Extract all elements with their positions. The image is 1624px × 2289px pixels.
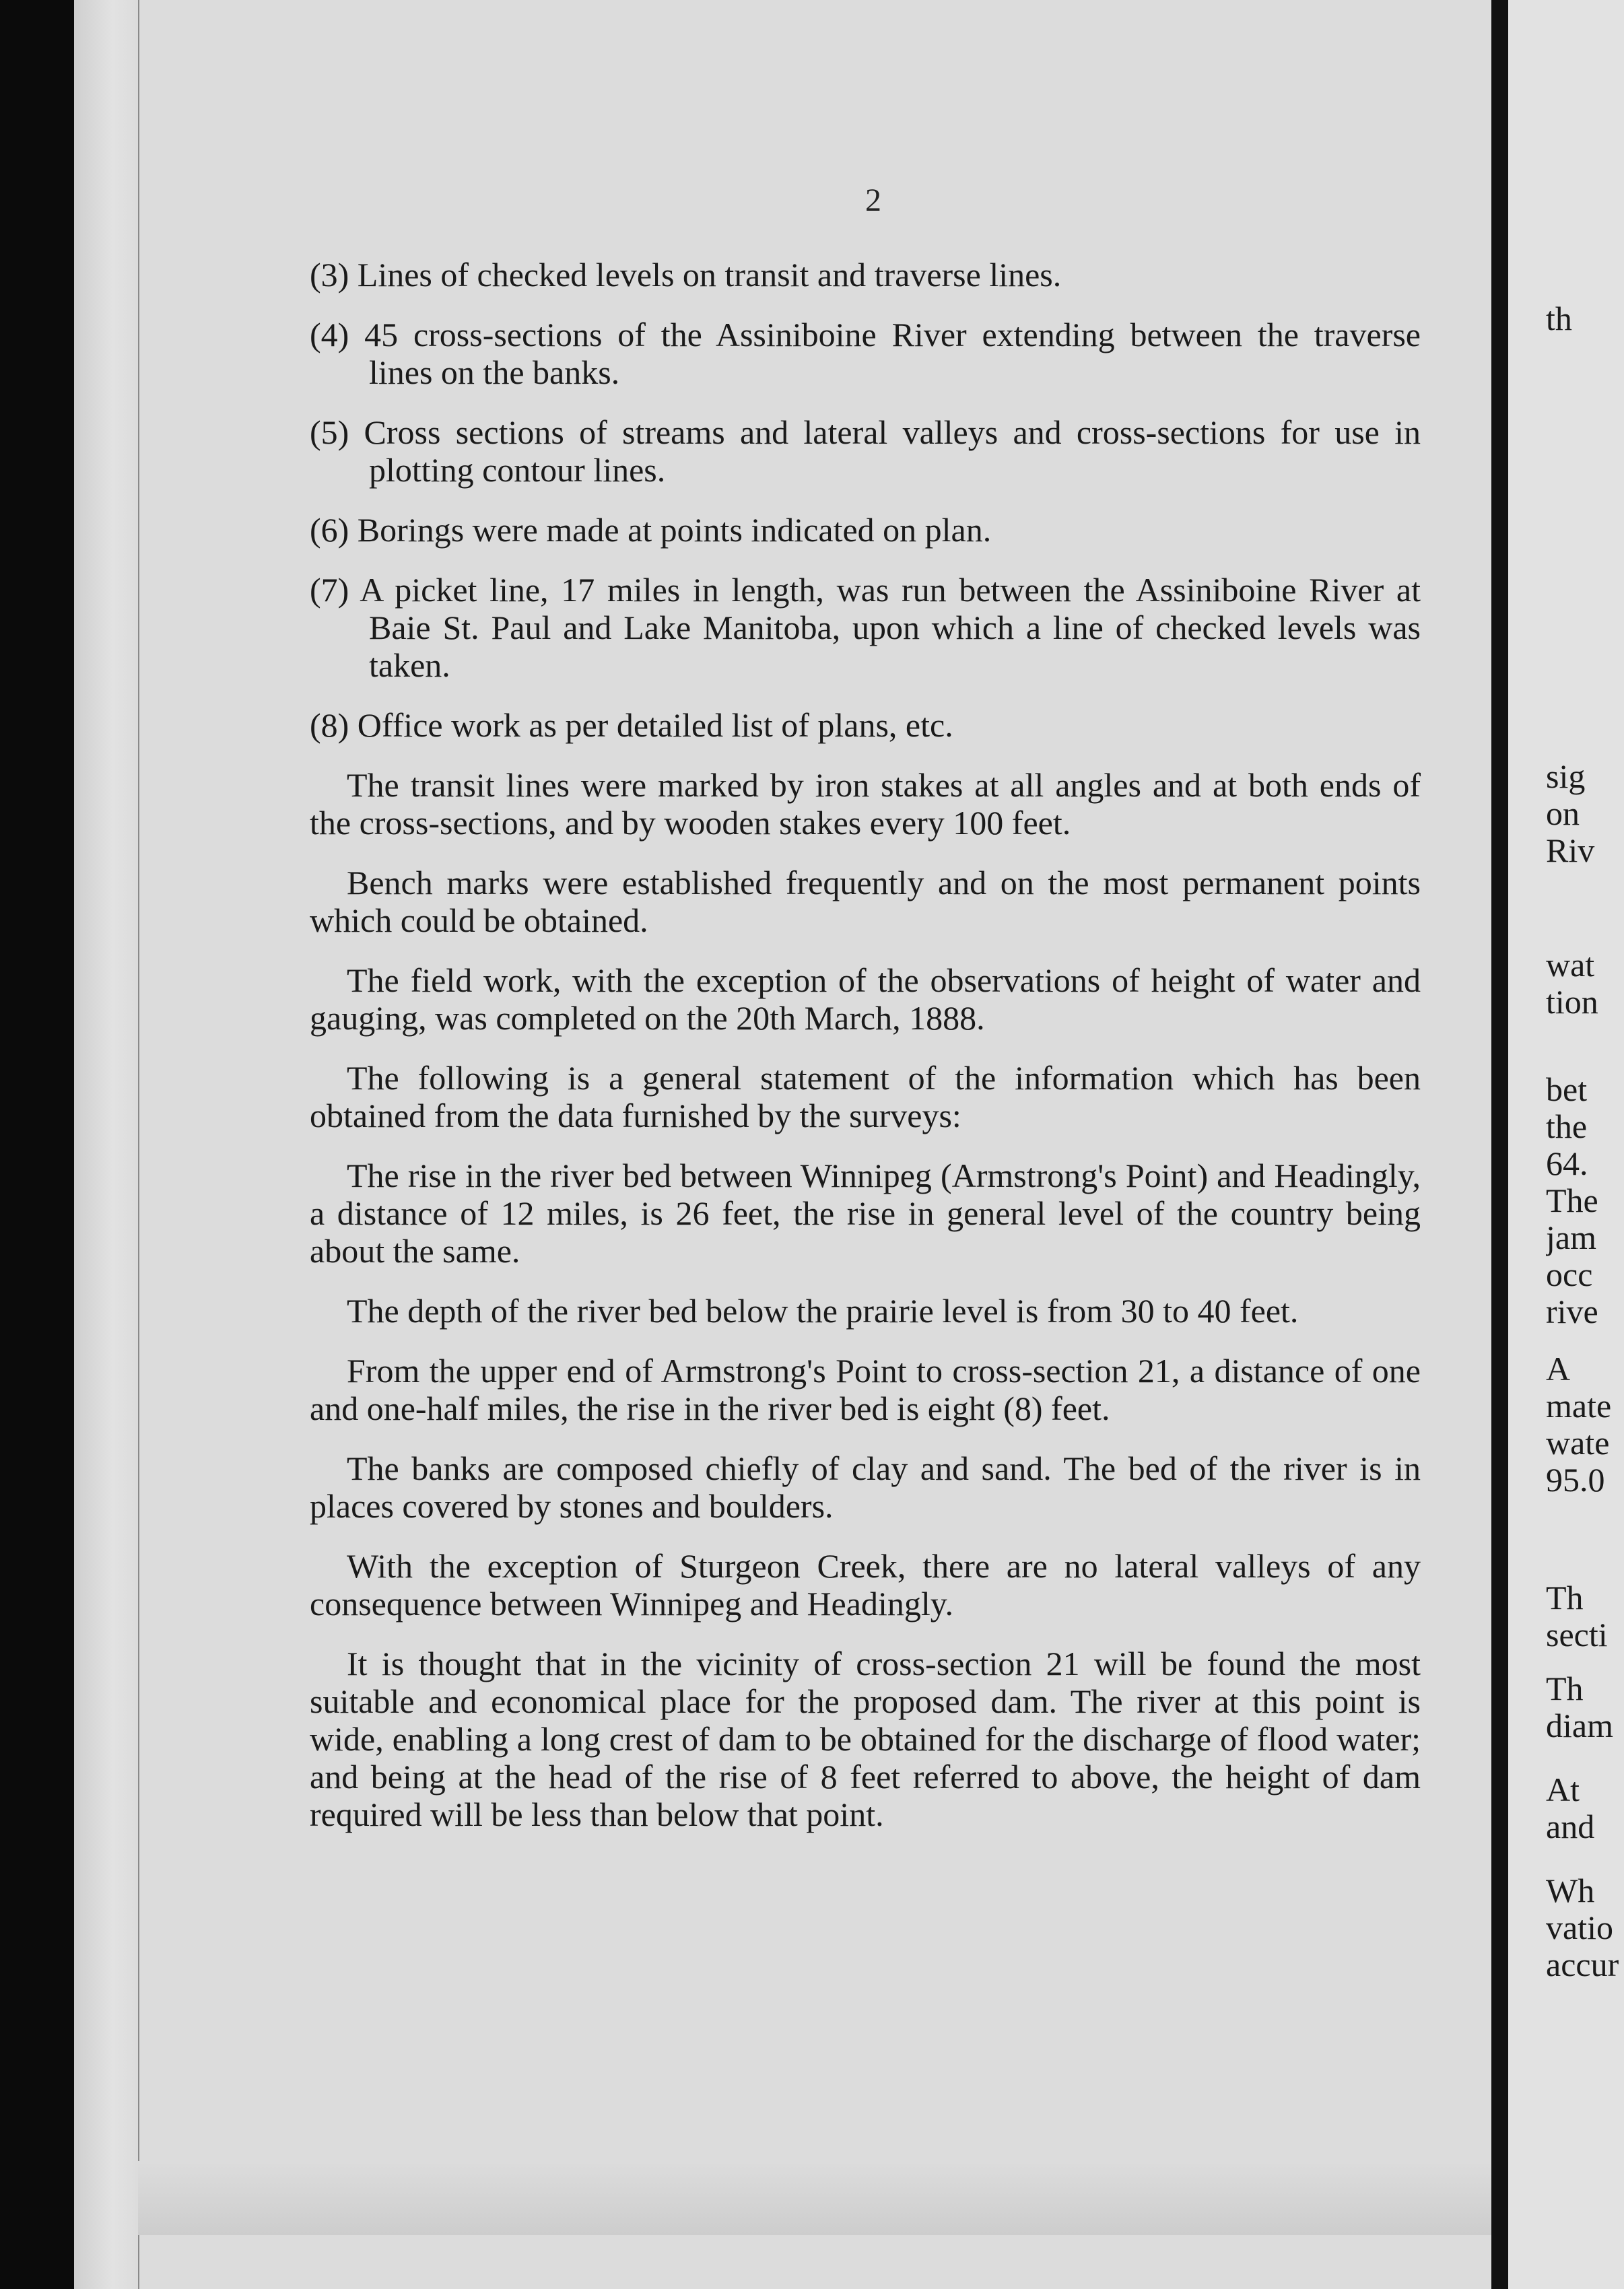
right-fragment: Wh [1546, 1872, 1595, 1909]
right-fragment: mate [1546, 1387, 1612, 1425]
list-item-7: (7) A picket line, 17 miles in length, was run between the Assiniboine River at Baie St. Paul and Lake Manitoba, upon which a line of checked levels was taken. [310, 571, 1421, 684]
right-page-text [1546, 0, 1624, 2289]
paragraph-armstrongs-point: From the upper end of Armstrong's Point to cross-section 21, a distance of one and one-half miles, the rise in the river bed is eight (8) feet. [310, 1352, 1421, 1427]
list-item-4: (4) 45 cross-sections of the Assiniboine River extending between the traverse lines on the banks. [310, 316, 1421, 391]
right-fragment: rive [1546, 1293, 1598, 1330]
paragraph-field-work: The field work, with the exception of the observations of height of water and gauging, was completed on the 20th March, 1888. [310, 961, 1421, 1037]
right-fragment: secti [1546, 1616, 1608, 1653]
paragraph-banks: The banks are composed chiefly of clay and sand. The bed of the river is in places covered by stones and boulders. [310, 1449, 1421, 1525]
page-number: 2 [865, 182, 881, 218]
paragraph-transit-lines: The transit lines were marked by iron stakes at all angles and at both ends of the cross-sections, and by wooden stakes every 100 feet. [310, 766, 1421, 842]
page-bottom-margin [138, 2161, 1498, 2235]
right-fragment: The [1546, 1182, 1598, 1219]
page-edge [74, 0, 139, 2289]
right-fragment: bet [1546, 1070, 1588, 1108]
paragraph-river-depth: The depth of the river bed below the prairie level is from 30 to 40 feet. [347, 1292, 1299, 1330]
right-fragment: A [1546, 1350, 1571, 1388]
left-page-body [310, 256, 1421, 1855]
right-fragment: occ [1546, 1256, 1593, 1293]
list-item-8: (8) Office work as per detailed list of plans, etc. [310, 706, 953, 744]
paragraph-proposed-dam: It is thought that in the vicinity of cross-section 21 will be found the most suitable and economical place for the proposed dam. The river at this point is wide, enabling a long crest of dam to be obtained for the discharge of flood water; and being at the head of the rise of 8 feet referred to above, the height of dam required will be less than below that point. [310, 1645, 1421, 1833]
right-fragment: Th [1546, 1670, 1584, 1707]
right-fragment: the [1546, 1107, 1588, 1145]
right-fragment: sig [1546, 757, 1586, 795]
right-fragment: vatio [1546, 1909, 1613, 1946]
paragraph-river-rise: The rise in the river bed between Winnipeg (Armstrong's Point) and Headingly, a distance of 12 miles, is 26 feet, the rise in general level of the country being about the same. [310, 1157, 1421, 1270]
right-fragment: Riv [1546, 831, 1595, 869]
list-item-5: (5) Cross sections of streams and lateral valleys and cross-sections for use in plotting contour lines. [310, 413, 1421, 489]
right-fragment: and [1546, 1808, 1595, 1845]
right-fragment: 95.0 [1546, 1461, 1605, 1499]
right-fragment: tion [1546, 983, 1598, 1021]
right-fragment: wate [1546, 1424, 1610, 1462]
right-fragment: accur [1546, 1946, 1619, 1983]
right-fragment: wat [1546, 946, 1595, 984]
right-fragment: At [1546, 1771, 1580, 1808]
paragraph-bench-marks: Bench marks were established frequently and on the most permanent points which could be obtained. [310, 864, 1421, 939]
right-fragment: jam [1546, 1219, 1596, 1256]
paragraph-general-statement: The following is a general statement of the information which has been obtained from the data furnished by the surveys: [310, 1059, 1421, 1134]
list-item-6: (6) Borings were made at points indicated on plan. [310, 511, 992, 549]
right-fragment: th [1546, 300, 1572, 337]
right-fragment: diam [1546, 1707, 1613, 1744]
book-gutter [1491, 0, 1508, 2289]
right-fragment: on [1546, 794, 1580, 832]
list-item-3: (3) Lines of checked levels on transit and traverse lines. [310, 256, 1062, 294]
right-fragment: Th [1546, 1579, 1584, 1616]
right-fragment: 64. [1546, 1144, 1588, 1182]
paragraph-lateral-valleys: With the exception of Sturgeon Creek, there are no lateral valleys of any consequence between Winnipeg and Headingly. [310, 1547, 1421, 1622]
